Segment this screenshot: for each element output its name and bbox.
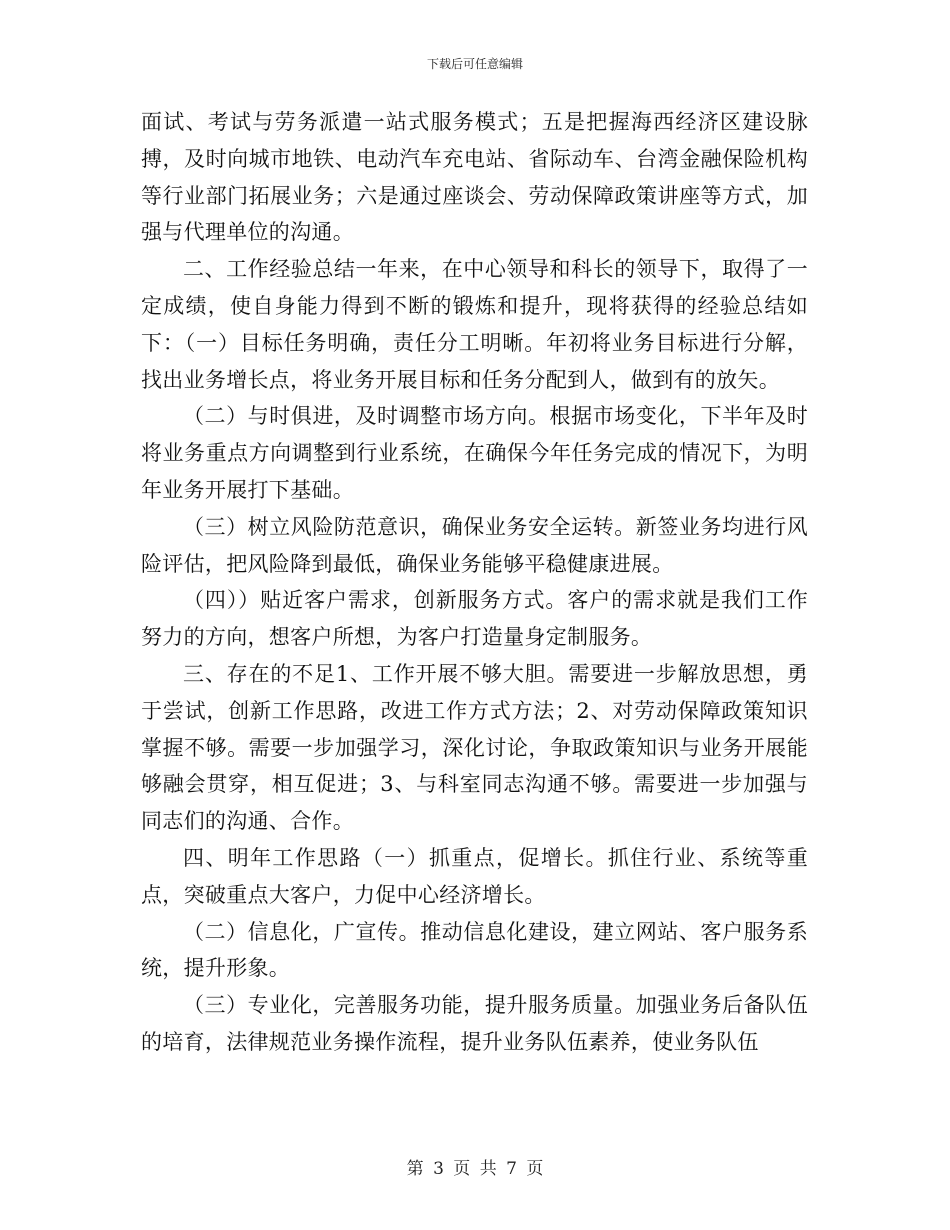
paragraph-7: 四、明年工作思路（一）抓重点，促增长。抓住行业、系统等重点，突破重点大客户，力促中心经济增长。 — [141, 845, 808, 907]
paragraph-4: （三）树立风险防范意识，确保业务安全运转。新签业务均进行风险评估，把风险降到最低，确保业务能够平稳健康进展。 — [141, 514, 808, 576]
page-header: 下载后可任意编辑 — [426, 57, 523, 71]
paragraph-9: （三）专业化，完善服务功能，提升服务质量。加强业务后备队伍的培育，法律规范业务操作流程，提升业务队伍素养，使业务队伍 — [141, 993, 808, 1054]
paragraph-6: 三、存在的不足1、工作开展不够大胆。需要进一步解放思想，勇于尝试，创新工作思路，改进工作方式方法；2、对劳动保障政策知识掌握不够。需要一步加强学习，深化讨论，争取政策知识与业务开展能够融会贯穿，相互促进；3、与科室同志沟通不够。需要进一步加强与同志们的沟通、合作。 — [141, 661, 808, 834]
page-footer: 第 3 页 共 7 页 — [406, 1159, 544, 1179]
paragraph-8: （二）信息化，广宣传。推动信息化建设，建立网站、客户服务系统，提升形象。 — [141, 919, 808, 981]
paragraph-5: （四））贴近客户需求，创新服务方式。客户的需求就是我们工作努力的方向，想客户所想，为客户打造量身定制服务。 — [141, 588, 808, 650]
paragraph-3: （二）与时俱进，及时调整市场方向。根据市场变化，下半年及时将业务重点方向调整到行业系统，在确保今年任务完成的情况下，为明年业务开展打下基础。 — [141, 404, 808, 502]
paragraph-1: 面试、考试与劳务派遣一站式服务模式；五是把握海西经济区建设脉搏，及时向城市地铁、电动汽车充电站、省际动车、台湾金融保险机构等行业部门拓展业务；六是通过座谈会、劳动保障政策讲座等方式，加强与代理单位的沟通。 — [141, 110, 808, 245]
document-body — [141, 104, 808, 1061]
paragraph-2: 二、工作经验总结一年来，在中心领导和科长的领导下，取得了一定成绩，使自身能力得到不断的锻炼和提升，现将获得的经验总结如下：（一）目标任务明确，责任分工明晰。年初将业务目标进行分解，找出业务增长点，将业务开展目标和任务分配到人，做到有的放矢。 — [141, 257, 808, 392]
